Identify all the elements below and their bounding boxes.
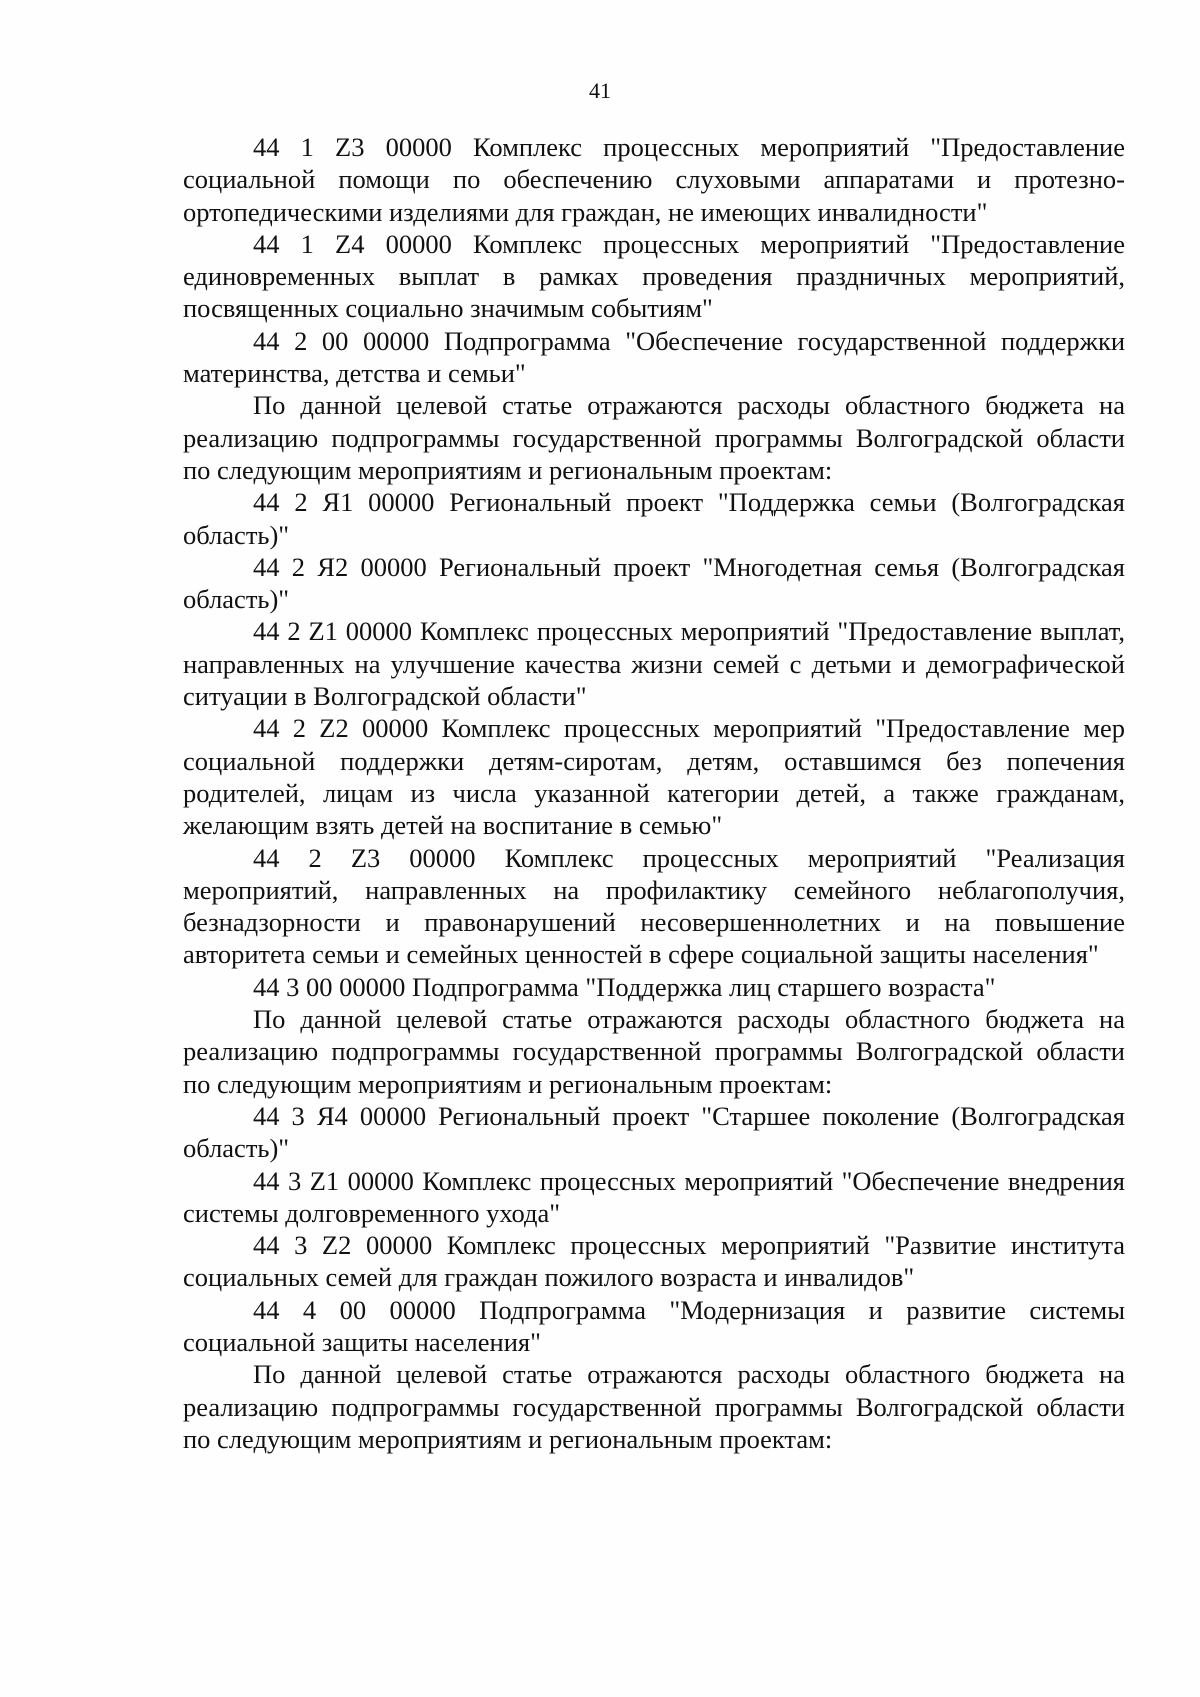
- paragraph-44-2-z1: 44 2 Z1 00000 Комплекс процессных мероприятий "Предоставление выплат, направленных на улучшение качества жизни семей с детьми и демографической ситуации в Волгоградской области": [183, 616, 1125, 712]
- paragraph-44-4-subprogram: 44 4 00 00000 Подпрограмма "Модернизация и развитие системы социальной защиты населения": [183, 1294, 1125, 1357]
- paragraph-44-3-subprogram: 44 3 00 00000 Подпрограмма "Поддержка лиц старшего возраста": [253, 971, 996, 1002]
- paragraph-expenses-note: По данной целевой статье отражаются расходы областного бюджета на реализацию подпрограммы государственной программы Волгоградской области по следующим мероприятиям и региональным проектам:: [183, 390, 1125, 485]
- paragraph-44-1-z3: 44 1 Z3 00000 Комплекс процессных мероприятий "Предоставление социальной помощи по обеспечению слуховыми аппаратами и протезно-ортопедическими изделиями для граждан, не имеющих инвалидности": [183, 132, 1125, 227]
- paragraph-44-1-z4: 44 1 Z4 00000 Комплекс процессных мероприятий "Предоставление единовременных выплат в рамках проведения праздничных мероприятий, посвященных социально значимым событиям": [183, 228, 1125, 324]
- paragraph-44-3-z1: 44 3 Z1 00000 Комплекс процессных мероприятий "Обеспечение внедрения системы долговременного ухода": [183, 1165, 1125, 1228]
- paragraph-44-3-ya4: 44 3 Я4 00000 Региональный проект "Старшее поколение (Волгоградская область)": [183, 1100, 1125, 1164]
- paragraph-expenses-note: По данной целевой статье отражаются расходы областного бюджета на реализацию подпрограммы государственной программы Волгоградской области по следующим мероприятиям и региональным проектам:: [183, 1004, 1125, 1099]
- document-body: [183, 131, 1125, 1455]
- paragraph-44-2-ya1: 44 2 Я1 00000 Региональный проект "Поддержка семьи (Волгоградская область)": [183, 487, 1125, 550]
- page-number: 41: [589, 78, 611, 103]
- paragraph-44-2-subprogram: 44 2 00 00000 Подпрограмма "Обеспечение государственной поддержки материнства, детства и семьи": [183, 325, 1125, 389]
- paragraph-44-2-z3: 44 2 Z3 00000 Комплекс процессных мероприятий "Реализация мероприятий, направленных на профилактику семейного неблагополучия, безнадзорности и правонарушений несовершеннолетних и на повышение авторитета семьи и семейных ценностей в сфере социальной защиты населения": [183, 842, 1125, 970]
- paragraph-44-2-ya2: 44 2 Я2 00000 Региональный проект "Многодетная семья (Волгоградская область)": [183, 551, 1125, 615]
- paragraph-44-3-z2: 44 3 Z2 00000 Комплекс процессных мероприятий "Развитие института социальных семей для граждан пожилого возраста и инвалидов": [183, 1230, 1125, 1293]
- paragraph-44-2-z2: 44 2 Z2 00000 Комплекс процессных мероприятий "Предоставление мер социальной поддержки детям-сиротам, детям, оставшимся без попечения родителей, лицам из числа указанной категории детей, а также гражданам, желающим взять детей на воспитание в семью": [183, 713, 1125, 841]
- paragraph-expenses-note: По данной целевой статье отражаются расходы областного бюджета на реализацию подпрограммы государственной программы Волгоградской области по следующим мероприятиям и региональным проектам:: [183, 1359, 1125, 1454]
